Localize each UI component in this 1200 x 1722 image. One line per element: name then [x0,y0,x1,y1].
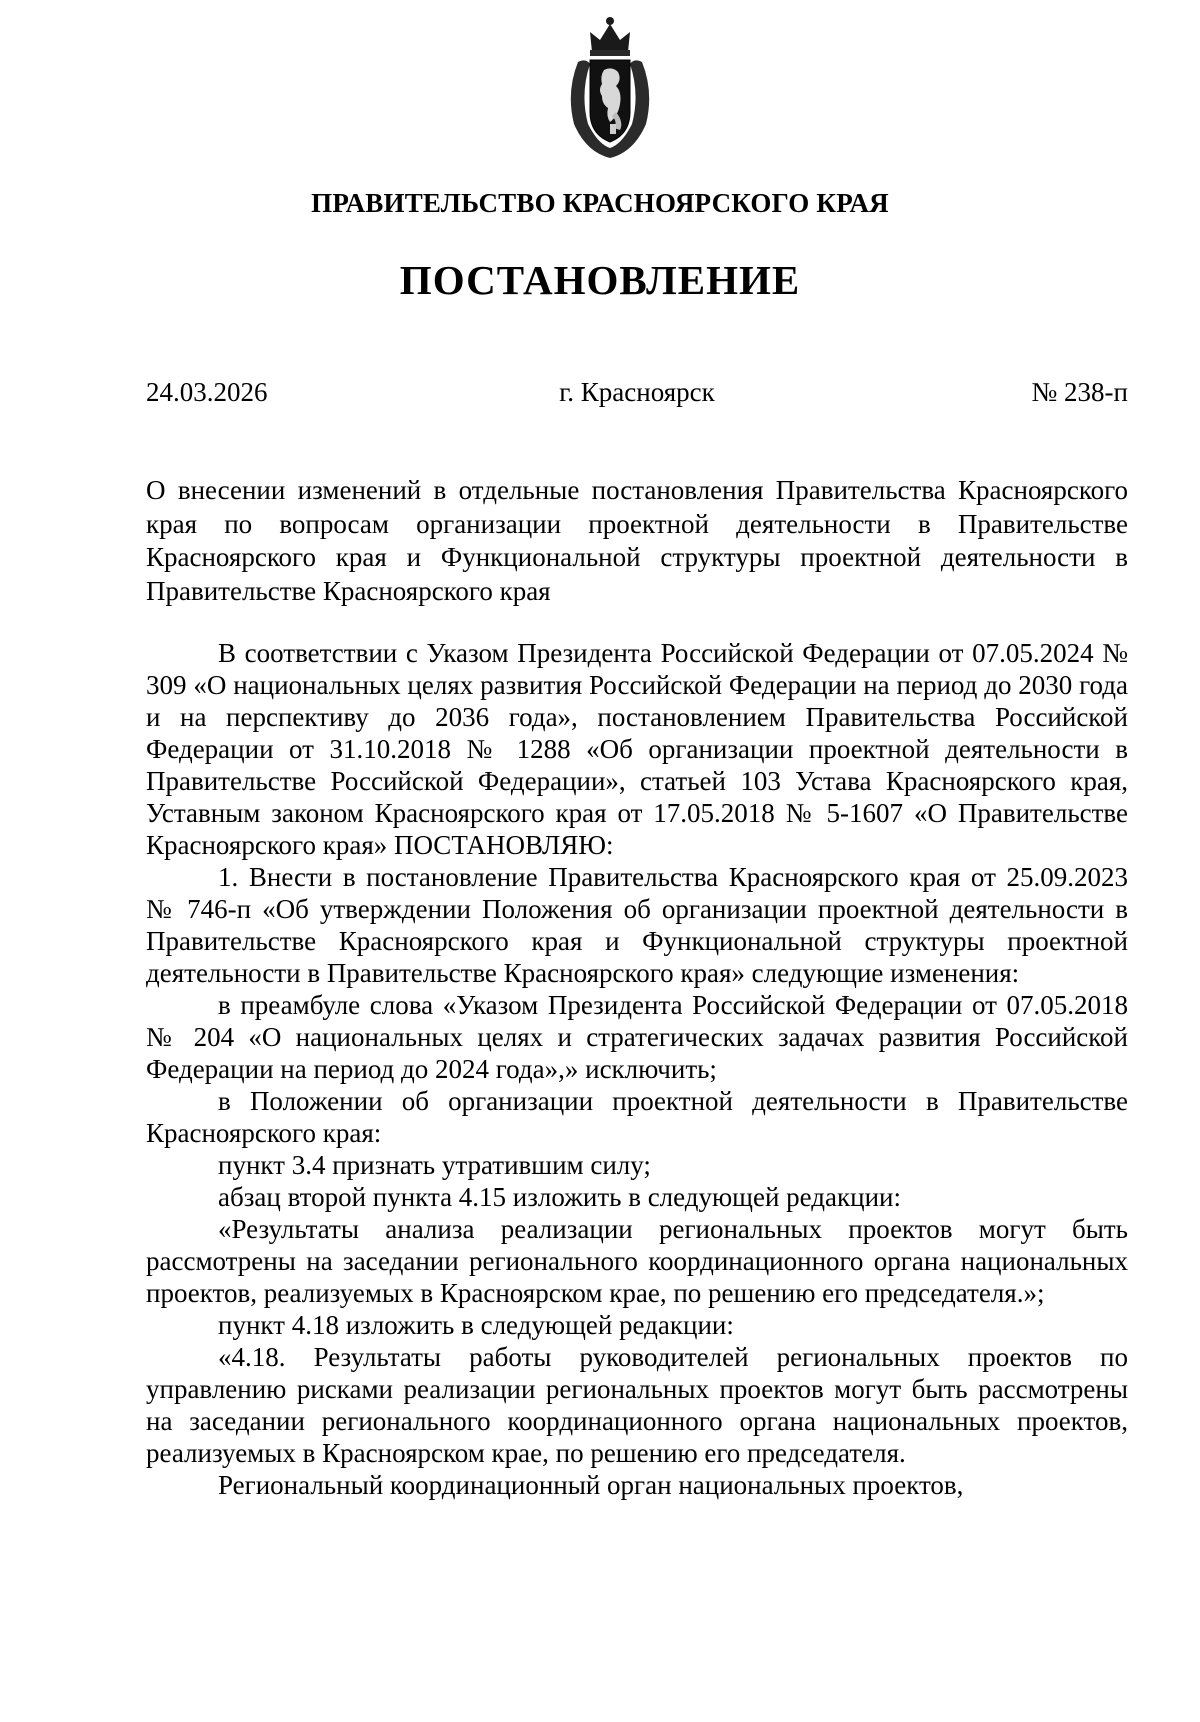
document-body [146,637,1128,1501]
body-paragraph: пункт 3.4 признать утратившим силу; [218,1150,651,1180]
coat-of-arms-emblem [560,12,660,160]
document-city: г. Красноярск [559,377,715,407]
body-paragraph: в Положении об организации проектной деятельности в Правительстве Красноярского края: [146,1086,1128,1148]
document-date: 24.03.2026 [146,377,268,407]
body-paragraph: «4.18. Результаты работы руководителей региональных проектов по управлению рисками реализации региональных проектов могут быть рассмотрены на заседании регионального координационного органа национальных проектов, реализуемых в Красноярском крае, по решению его председателя. [146,1342,1128,1468]
document-subject: О внесении изменений в отдельные постановления Правительства Красноярского края по вопросам организации проектной деятельности в Правительстве Красноярского края и Функциональной структуры проектной деятельности в Правительстве Красноярского края [146,475,1128,606]
document-type-title: ПОСТАНОВЛЕНИЕ [399,257,801,303]
document-meta-row [146,377,1128,413]
body-paragraph: «Результаты анализа реализации региональных проектов могут быть рассмотрены на заседании регионального координационного органа национальных проектов, реализуемых в Красноярском крае, по решению его председателя.»; [146,1214,1128,1308]
body-paragraph: абзац второй пункта 4.15 изложить в следующей редакции: [218,1182,901,1212]
body-paragraph: в преамбуле слова «Указом Президента Российской Федерации от 07.05.2018 № 204 «О национальных целях и стратегических задачах развития Российской Федерации на период до 2024 года»,» исключить; [146,990,1128,1084]
document-number: № 238-п [1031,377,1128,407]
body-paragraph: пункт 4.18 изложить в следующей редакции: [218,1310,734,1340]
body-paragraph: Региональный координационный орган национальных проектов, [218,1470,964,1500]
organization-heading: ПРАВИТЕЛЬСТВО КРАСНОЯРСКОГО КРАЯ [311,188,889,218]
body-paragraph: 1. Внести в постановление Правительства Красноярского края от 25.09.2023 № 746-п «Об утверждении Положения об организации проектной деятельности в Правительстве Красноярского края и Функциональной структуры проектной деятельности в Правительстве Красноярского края» следующие изменения: [146,862,1128,988]
body-paragraph: В соответствии с Указом Президента Российской Федерации от 07.05.2024 № 309 «О национальных целях развития Российской Федерации на период до 2030 года и на перспективу до 2036 года», постановлением Правительства Российской Федерации от 31.10.2018 № 1288 «Об организации проектной деятельности в Правительстве Российской Федерации», статьей 103 Устава Красноярского края, Уставным законом Красноярского края от 17.05.2018 № 5-1607 «О Правительстве Красноярского края» ПОСТАНОВЛЯЮ: [146,638,1128,860]
